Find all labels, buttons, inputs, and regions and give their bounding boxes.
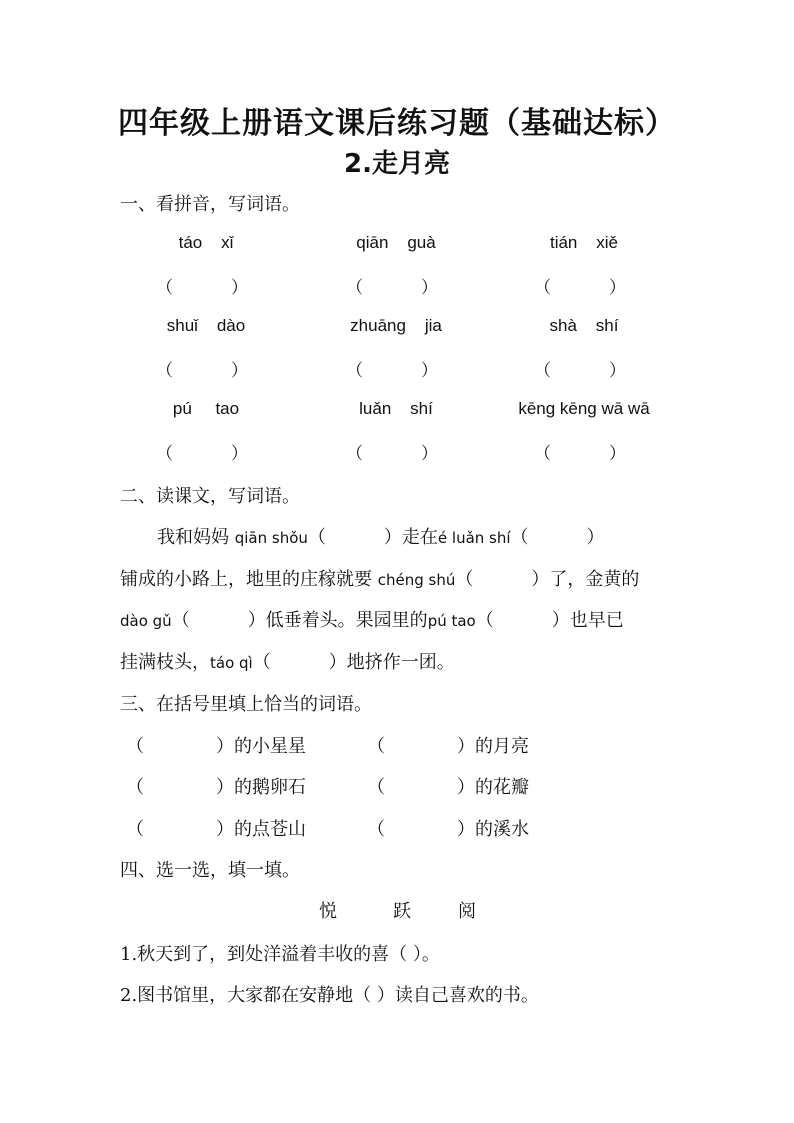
pinyin-item: qiān guà: [356, 233, 436, 252]
answer-blank[interactable]: （ ）: [156, 278, 248, 298]
pinyin-item: kēng kēng wā wā: [518, 399, 650, 418]
answer-blank[interactable]: （ ）: [534, 444, 626, 464]
fill-item[interactable]: （ ）的月亮: [367, 736, 529, 757]
pinyin-row-3: [0, 399, 794, 421]
word-choice: 阅: [458, 901, 476, 922]
pinyin-item: pú tao: [172, 399, 240, 418]
fill-item[interactable]: （ ）的鹅卵石: [126, 777, 306, 798]
pinyin-item: zhuāng jia: [350, 316, 442, 335]
pinyin-item: táo xǐ: [178, 233, 234, 252]
fill-item[interactable]: （ ）的点苍山: [126, 819, 306, 840]
fill-item[interactable]: （ ）的花瓣: [367, 777, 529, 798]
pinyin-item: luǎn shí: [359, 399, 433, 418]
pinyin-row-2: [0, 316, 794, 338]
pinyin-prompt: qiān shǒu: [234, 529, 308, 547]
answer-row-2: [0, 356, 794, 381]
answer-blank[interactable]: （ ）: [346, 278, 438, 298]
section3-heading: 三、在括号里填上恰当的词语。: [120, 694, 372, 715]
page-title: 四年级上册语文课后练习题（基础达标）: [118, 106, 676, 141]
section4-heading: 四、选一选，填一填。: [120, 860, 300, 881]
pinyin-prompt: táo qì: [210, 654, 253, 672]
section2-heading: 二、读课文，写词语。: [120, 486, 300, 507]
answer-blank[interactable]: （ ）: [534, 361, 626, 381]
answer-blank[interactable]: （ ）: [156, 361, 248, 381]
passage-line-1: 我和妈妈 qiān shǒu（ ）走在é luǎn shí（ ）: [157, 527, 605, 548]
word-choice: 悦: [319, 901, 337, 922]
question-1: 1.秋天到了，到处洋溢着丰收的喜（ ）。: [120, 944, 440, 965]
question-2: 2.图书馆里，大家都在安静地（ ）读自己喜欢的书。: [120, 985, 539, 1006]
lesson-title: 2.走月亮: [344, 149, 450, 179]
answer-row-1: [0, 273, 794, 298]
answer-blank[interactable]: （ ）: [346, 361, 438, 381]
pinyin-prompt: é luǎn shí: [437, 529, 511, 547]
pinyin-item: shà shí: [549, 316, 619, 335]
pinyin-row-1: [0, 233, 794, 255]
pinyin-item: shuǐ dào: [166, 316, 246, 335]
pinyin-item: tián xiě: [549, 233, 619, 252]
answer-blank[interactable]: （ ）: [156, 444, 248, 464]
pinyin-prompt: pú tao: [427, 612, 476, 630]
passage-line-2: 铺成的小路上，地里的庄稼就要 chéng shú（ ）了，金黄的: [120, 569, 640, 590]
pinyin-prompt: chéng shú: [377, 571, 456, 589]
section1-heading: 一、看拼音，写词语。: [120, 194, 300, 215]
answer-blank[interactable]: （ ）: [534, 278, 626, 298]
passage-line-3: dào gǔ（ ）低垂着头。果园里的pú tao（ ）也早已: [120, 610, 624, 631]
fill-item[interactable]: （ ）的小星星: [126, 736, 306, 757]
word-choice: 跃: [393, 901, 411, 922]
answer-blank[interactable]: （ ）: [346, 444, 438, 464]
pinyin-prompt: dào gǔ: [120, 612, 172, 630]
fill-item[interactable]: （ ）的溪水: [367, 819, 529, 840]
answer-row-3: [0, 439, 794, 464]
passage-line-4: 挂满枝头，táo qì（ ）地挤作一团。: [120, 652, 455, 673]
